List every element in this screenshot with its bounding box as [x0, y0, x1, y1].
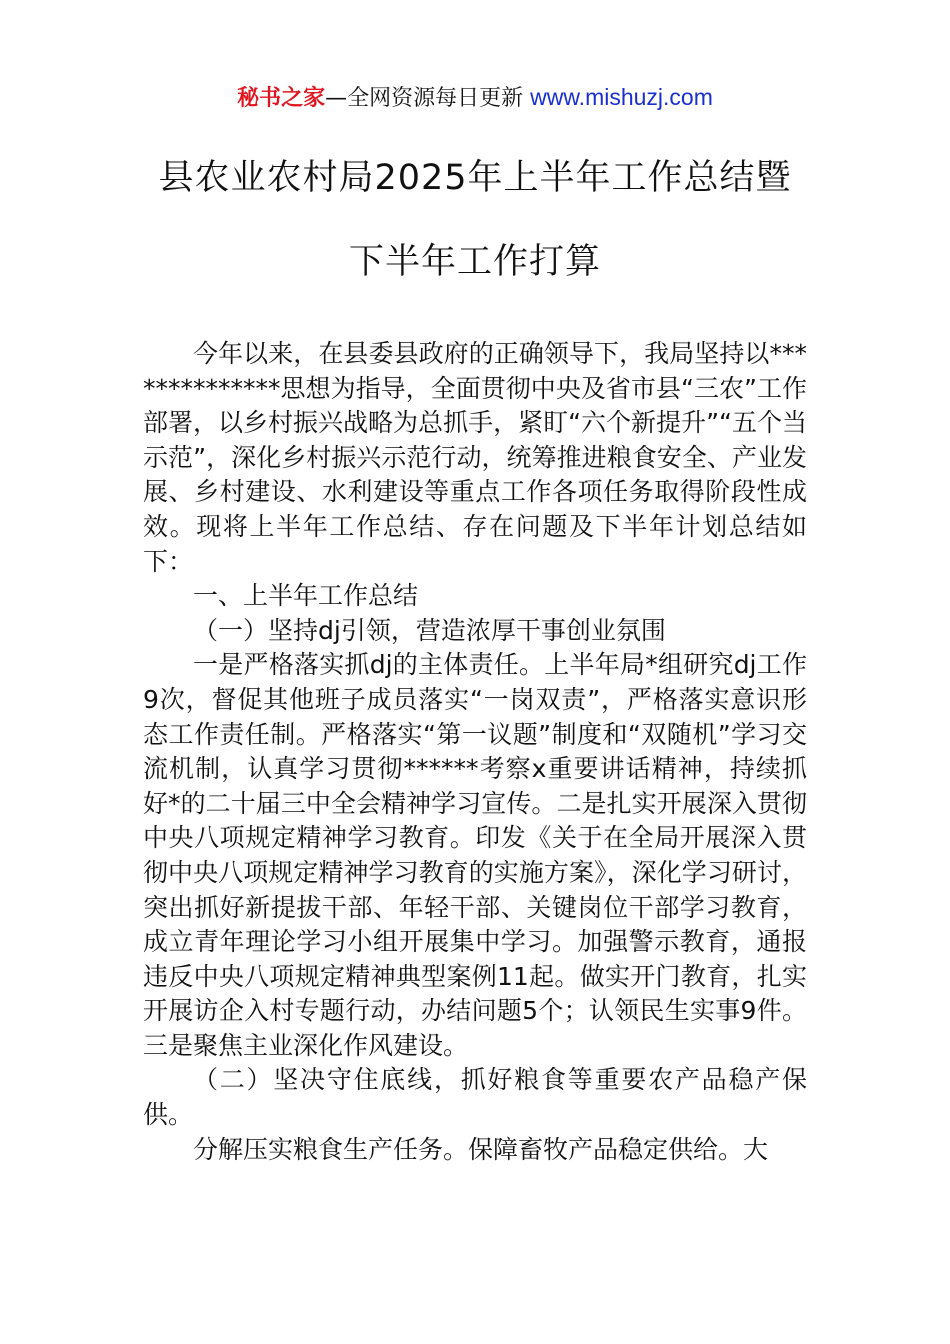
intro-paragraph: 今年以来，在县委县政府的正确领导下，我局坚持以**************思想为指导，全面贯彻中央及省市县“三农”工作部署，以乡村振兴战略为总抓手，紧盯“六个新提升”“五个当示范”，深化乡村振兴示范行动，统筹推进粮食安全、产业发展、乡村建设、水利建设等重点工作各项任务取得阶段性成效。现将上半年工作总结、存在问题及下半年计划总结如下： — [143, 339, 807, 576]
body-paragraph-1: 一是严格落实抓dj的主体责任。上半年局*组研究dj工作9次，督促其他班子成员落实“一岗双责”，严格落实意识形态工作责任制。严格落实“第一议题”制度和“双随机”学习交流机制，认真学习贯彻******考察x重要讲话精神，持续抓好*的二十届三中全会精神学习宣传。二是扎实开展深入贯彻中央八项规定精神学习教育。印发《关于在全局开展深入贯彻中央八项规定精神学习教育的实施方案》，深化学习研讨，突出抓好新提拔干部、年轻干部、关键岗位干部学习教育，成立青年理论学习小组开展集中学习。加强警示教育，通报违反中央八项规定精神典型案例11起。做实开门教育，扎实开展访企入村专题行动，办结问题5个；认领民生实事9件。三是聚焦主业深化作风建设。 — [143, 650, 807, 1060]
subsection-heading-2: （二）坚决守住底线，抓好粮食等重要农产品稳产保供。 — [143, 1065, 807, 1130]
body-paragraph-2: 分解压实粮食生产任务。保障畜牧产品稳定供给。大 — [193, 1134, 769, 1164]
site-header — [0, 82, 950, 114]
document-title-line-1: 县农业农村局2025年上半年工作总结暨 — [158, 158, 792, 198]
document-body — [143, 337, 807, 1167]
subsection-heading-1: （一）坚持dj引领，营造浓厚干事创业氛围 — [193, 615, 666, 645]
site-brand: 秘书之家 — [237, 86, 326, 111]
section-heading-1: 一、上半年工作总结 — [193, 581, 419, 611]
site-tagline: —全网资源每日更新 — [325, 86, 531, 111]
site-url-link[interactable]: www.mishuzj.com — [530, 84, 713, 110]
document-title-line-2: 下半年工作打算 — [348, 242, 601, 282]
